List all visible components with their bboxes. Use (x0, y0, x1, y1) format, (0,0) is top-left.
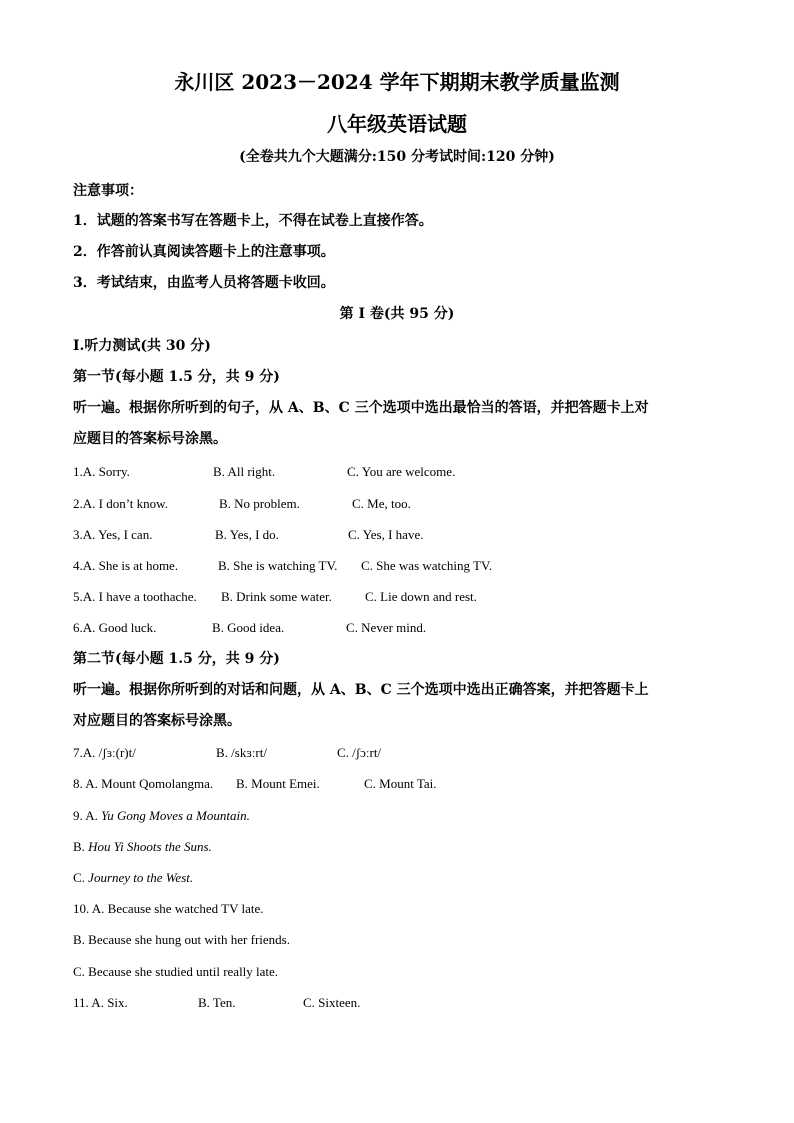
q9-option-a (73, 809, 250, 822)
q9-option-c-text: Journey to the West. (88, 870, 194, 885)
q8-option-b: B. Mount Emei. (236, 776, 320, 791)
q5-option-a: 5.A. I have a toothache. (73, 589, 197, 604)
q11-option-a: 11. A. Six. (73, 995, 128, 1010)
section2-instruction-cont: 对应题目的答案标号涂黑。 (73, 713, 241, 729)
volume-title: 第 I 卷(共 95 分) (339, 306, 455, 322)
q11-option-b: B. Ten. (198, 995, 236, 1010)
q9-option-b (73, 840, 212, 853)
q1-option-a: 1.A. Sorry. (73, 464, 130, 479)
q8-option-c: C. Mount Tai. (364, 776, 437, 791)
q7-option-c: C. /ʃɔːrt/ (337, 745, 382, 760)
q4-option-c: C. She was watching TV. (361, 558, 492, 573)
q9-option-c (73, 871, 193, 884)
section1-instruction-cont: 应题目的答案标号涂黑。 (73, 431, 227, 447)
q3-option-a: 3.A. Yes, I can. (73, 527, 153, 542)
q9-option-b-text: Hou Yi Shoots the Suns. (88, 839, 212, 854)
q2-option-c: C. Me, too. (352, 496, 411, 511)
exam-title: 永川区 2023－2024 学年下期期末教学质量监测 (174, 70, 620, 94)
q3-option-b: B. Yes, I do. (215, 527, 279, 542)
q5-option-c: C. Lie down and rest. (365, 589, 477, 604)
q6-option-b: B. Good idea. (212, 620, 285, 635)
q2-option-a: 2.A. I don’t know. (73, 496, 168, 511)
q6-option-c: C. Never mind. (346, 620, 427, 635)
q1-option-b: B. All right. (213, 464, 276, 479)
q9-option-c-label: C. (73, 870, 89, 885)
q7-option-a: 7.A. /ʃɜː(r)t/ (73, 745, 136, 760)
note-item: 2．作答前认真阅读答题卡上的注意事项。 (73, 244, 335, 260)
q6-option-a: 6.A. Good luck. (73, 620, 157, 635)
section2-instruction: 听一遍。根据你所听到的对话和问题，从 A、B、C 三个选项中选出正确答案，并把答题卡上 (73, 682, 649, 698)
q7-option-b: B. /skɜːrt/ (216, 745, 267, 760)
q5-option-b: B. Drink some water. (221, 589, 332, 604)
exam-subtitle: 八年级英语试题 (327, 112, 467, 136)
q1-option-c: C. You are welcome. (347, 464, 456, 479)
q10-option-c: C. Because she studied until really late. (73, 964, 279, 979)
q10-option-b: B. Because she hung out with her friends. (73, 932, 290, 947)
exam-info: (全卷共九个大题满分:150 分考试时间:120 分钟) (239, 149, 555, 165)
q4-option-b: B. She is watching TV. (218, 558, 338, 573)
q9-option-b-label: B. (73, 839, 89, 854)
notes-heading: 注意事项： (73, 183, 143, 199)
q4-option-a: 4.A. She is at home. (73, 558, 179, 573)
section2-title: 第二节(每小题 1.5 分，共 9 分) (73, 651, 280, 667)
q9-number: 9. A. (73, 808, 102, 823)
q8-option-a: 8. A. Mount Qomolangma. (73, 776, 214, 791)
q9-option-a-text: Yu Gong Moves a Mountain. (101, 808, 250, 823)
q11-option-c: C. Sixteen. (303, 995, 361, 1010)
note-item: 3．考试结束，由监考人员将答题卡收回。 (73, 275, 335, 291)
part1-title: Ⅰ.听力测试(共 30 分) (73, 338, 211, 354)
section1-instruction: 听一遍。根据你所听到的句子，从 A、B、C 三个选项中选出最恰当的答语，并把答题卡上对 (73, 400, 649, 416)
q10-option-a: 10. A. Because she watched TV late. (73, 901, 264, 916)
note-item: 1．试题的答案书写在答题卡上，不得在试卷上直接作答。 (73, 213, 433, 229)
q2-option-b: B. No problem. (219, 496, 300, 511)
q3-option-c: C. Yes, I have. (348, 527, 424, 542)
section1-title: 第一节(每小题 1.5 分，共 9 分) (73, 369, 280, 385)
